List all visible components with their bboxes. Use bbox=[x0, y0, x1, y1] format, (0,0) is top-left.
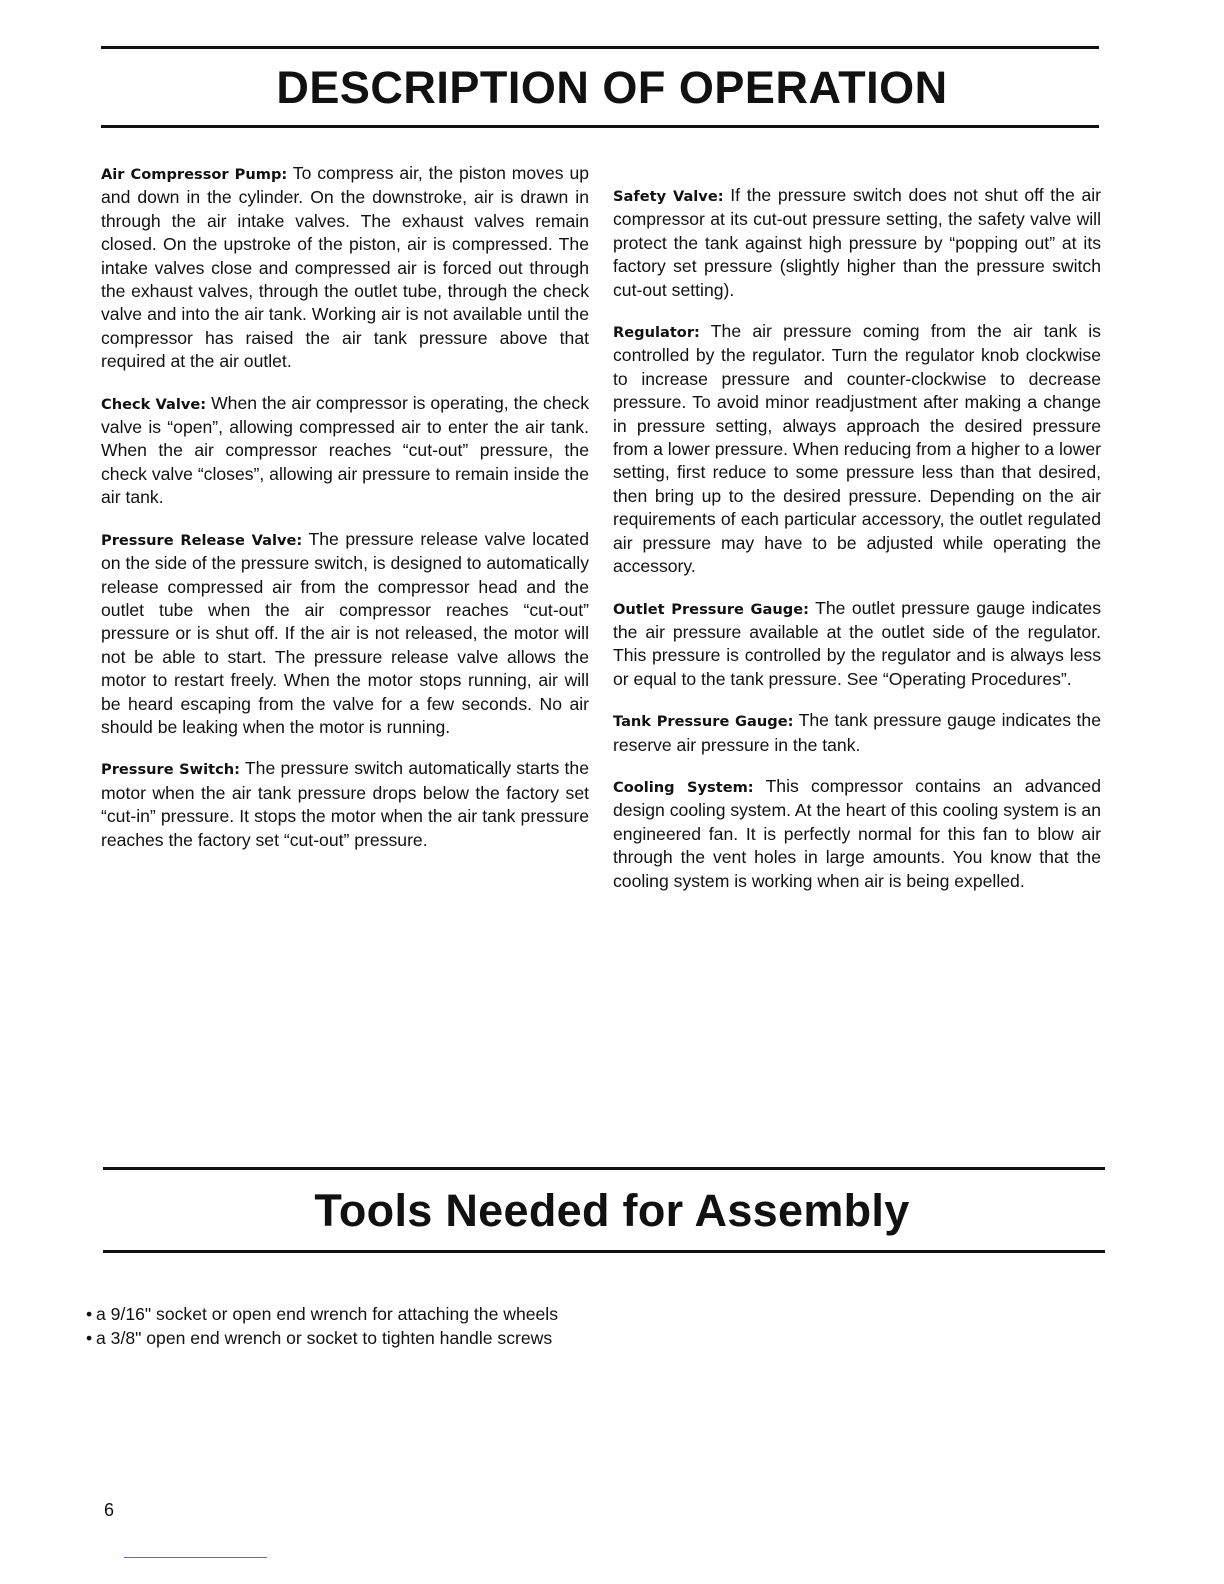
paragraph-regulator bbox=[613, 320, 1101, 578]
text-pressure-release-valve: The pressure release valve located on the side of the pressure switch, is designed to automatically release compressed air from the compressor head and the outlet tube when the air compressor reaches “cut-out” pressure or is shut off. If the air is not released, the motor will not be able to start. The pressure release valve allows the motor to restart freely. When the motor stops running, air will be heard escaping from the valve for a few seconds. No air should be leaking when the motor is running. bbox=[101, 528, 590, 737]
top-rule bbox=[101, 46, 1099, 49]
term-tank-pressure-gauge: Tank Pressure Gauge: bbox=[613, 713, 794, 731]
text-outlet-pressure-gauge: The outlet pressure gauge indicates the air pressure available at the outlet side of the regulator. This pressure is controlled by the regulator and is always less or equal to the tank pressure. See “Operating Procedures”. bbox=[613, 597, 1101, 689]
term-pressure-release-valve: Pressure Release Valve: bbox=[101, 531, 303, 549]
paragraph-check-valve bbox=[101, 392, 589, 510]
text-pressure-switch: The pressure switch automatically starts the motor when the air tank pressure drops below the factory set “cut-in” pressure. It stops the motor when the air tank pressure reaches the factory set “cut-out” pressure. bbox=[101, 758, 589, 850]
term-pressure-switch: Pressure Switch: bbox=[101, 761, 240, 779]
list-item bbox=[86, 1327, 558, 1351]
text-regulator: The air pressure coming from the air tank is controlled by the regulator. Turn the regulator knob clockwise to increase pressure and counter-clockwise to decrease pressure. To avoid minor readjustment after making a change in pressure setting, always approach the desired pressure from a lower pressure. When reducing from a higher to a lower setting, first reduce to some pressure less than that desired, then bring up to the desired pressure. Depending on the air requirements of each particular accessory, the outlet regulated air pressure may have to be adjusted while operating the accessory. bbox=[613, 321, 1101, 577]
list-item bbox=[86, 1303, 558, 1327]
left-column bbox=[101, 162, 589, 870]
term-cooling-system: Cooling System: bbox=[613, 778, 754, 796]
text-air-compressor-pump: To compress air, the piston moves up and down in the cylinder. On the downstroke, air is drawn in through the air intake valves. The exhaust valves remain closed. On the upstroke of the piston, air is compressed. The intake valves close and compressed air is forced out through the exhaust valves, through the outlet tube, through the check valve and into the air tank. Working air is not available until the compressor has raised the air tank pressure above that required at the air outlet. bbox=[101, 163, 590, 372]
paragraph-pressure-switch bbox=[101, 757, 589, 852]
page-title: DESCRIPTION OF OPERATION bbox=[276, 62, 948, 113]
term-air-compressor-pump: Air Compressor Pump: bbox=[101, 166, 288, 183]
text-cooling-system: This compressor contains an advanced design cooling system. At the heart of this cooling system is an engineered fan. It is perfectly normal for this fan to blow air through the vent holes in large amounts. You know that the cooling system is working when air is being expelled. bbox=[613, 775, 1101, 891]
tools-title-underline-rule bbox=[103, 1250, 1105, 1253]
tool-item-text: a 3/8" open end wrench or socket to tighten handle screws bbox=[96, 1327, 553, 1348]
term-regulator: Regulator: bbox=[613, 324, 700, 342]
paragraph-tank-pressure-gauge bbox=[613, 709, 1101, 757]
paragraph-safety-valve bbox=[613, 184, 1101, 302]
right-column bbox=[613, 184, 1101, 911]
bottom-divider bbox=[124, 1557, 267, 1558]
paragraph-cooling-system bbox=[613, 775, 1101, 893]
term-check-valve: Check Valve: bbox=[101, 395, 207, 413]
text-check-valve: When the air compressor is operating, the check valve is “open”, allowing compressed air to enter the air tank. When the air compressor reaches “cut-out” pressure, the check valve “closes”, allowing air pressure to remain inside the air tank. bbox=[101, 392, 590, 508]
paragraph-pressure-release-valve bbox=[101, 528, 589, 740]
title-underline-rule bbox=[101, 125, 1099, 128]
paragraph-air-compressor-pump bbox=[101, 162, 589, 374]
bullet-icon: • bbox=[86, 1304, 93, 1324]
paragraph-outlet-pressure-gauge bbox=[613, 597, 1101, 692]
tools-title: Tools Needed for Assembly bbox=[314, 1185, 910, 1236]
text-safety-valve: If the pressure switch does not shut off the air compressor at its cut-out pressure setting, the safety valve will protect the tank against high pressure by “popping out” at its factory set pressure (slightly higher than the pressure switch cut-out setting). bbox=[613, 185, 1101, 300]
page-number: 6 bbox=[104, 1500, 115, 1520]
tool-item-text: a 9/16" socket or open end wrench for attaching the wheels bbox=[96, 1304, 559, 1324]
tools-top-rule bbox=[103, 1167, 1105, 1170]
text-tank-pressure-gauge: The tank pressure gauge indicates the reserve air pressure in the tank. bbox=[613, 710, 1101, 755]
tools-list bbox=[86, 1303, 558, 1350]
term-outlet-pressure-gauge: Outlet Pressure Gauge: bbox=[613, 600, 809, 618]
bullet-icon: • bbox=[86, 1327, 93, 1348]
term-safety-valve: Safety Valve: bbox=[613, 188, 724, 205]
